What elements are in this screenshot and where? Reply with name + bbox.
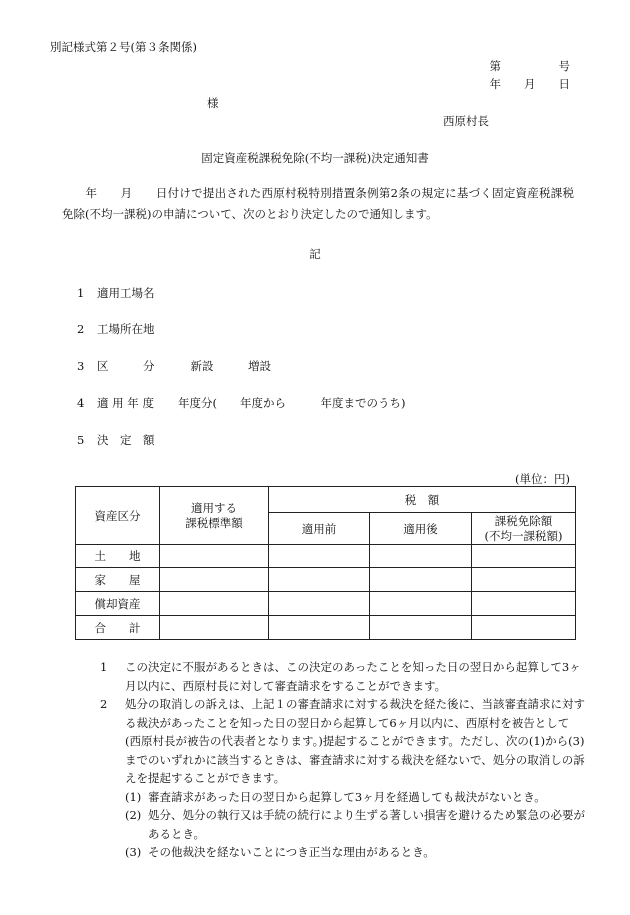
cell-empty [160, 616, 269, 640]
cell-empty [160, 568, 269, 592]
note-marker: 1 [100, 660, 108, 674]
header-asset-category: 資産区分 [76, 487, 160, 545]
cell-empty [269, 616, 370, 640]
cell-empty [370, 568, 472, 592]
notes-section [95, 658, 585, 862]
item-number: 4 [77, 396, 85, 410]
item-fiscal-year [77, 395, 405, 411]
cell-empty [269, 592, 370, 616]
header-after-application: 適用後 [370, 513, 472, 545]
subnote-marker: (1) [125, 789, 142, 804]
subnote-item [95, 843, 585, 862]
form-reference: 別記様式第２号(第３条関係) [50, 40, 197, 54]
header-exemption-amount [472, 513, 576, 545]
item-number: 5 [77, 433, 85, 447]
item-value: 年度分( 年度から 年度までのうち) [177, 396, 406, 410]
document-number-line: 第 号 [489, 59, 570, 73]
item-value: 新設 増設 [190, 359, 271, 373]
cell-empty [472, 545, 576, 568]
row-label-total: 合 計 [76, 616, 160, 640]
document-date-line: 年 月 日 [489, 77, 570, 91]
cell-empty [160, 545, 269, 568]
cell-empty [269, 568, 370, 592]
item-number: 3 [77, 359, 85, 373]
addressee-label: 様 [207, 96, 219, 110]
cell-empty [472, 616, 576, 640]
cell-empty [370, 545, 472, 568]
cell-empty [269, 545, 370, 568]
cell-empty [472, 592, 576, 616]
item-label: 適用工場名 [97, 286, 155, 300]
header-tax-standard-line1: 適用する [191, 500, 237, 515]
document-title: 固定資産税課税免除(不均一課税)決定通知書 [201, 151, 429, 165]
item-category [77, 358, 271, 374]
subnote-marker: (2) [125, 808, 142, 822]
header-tax-amount: 税 額 [269, 487, 576, 513]
item-label: 適 用 年 度 [97, 396, 154, 410]
header-exemption-line1: 課税免除額 [494, 513, 553, 528]
subnote-item [95, 806, 585, 843]
subnote-item [95, 788, 585, 807]
row-label-land: 土 地 [76, 545, 160, 568]
row-label-house: 家 屋 [76, 568, 160, 592]
item-factory-name [77, 285, 155, 301]
intro-paragraph: 年 月 日付けで提出された西原村税特別措置条例第2条の規定に基づく固定資産税課税免除(不均一課税)の申請について、次のとおり決定したので通知します。 [62, 186, 574, 221]
subnote-marker: (3) [125, 845, 142, 859]
note-item [95, 695, 585, 788]
item-label: 工場所在地 [97, 322, 155, 336]
issuer-name: 西原村長 [443, 114, 489, 128]
unit-label: (単位：円) [515, 472, 570, 486]
note-text: 処分の取消しの訴えは、上記１の審査請求に対する裁決を経た後に、当該審査請求に対する裁決があったことを知った日の翌日から起算して6ヶ月以内に、西原村を被告として(西原村長が被告の代表者となります。)提起することができます。ただし、次の(1)から(3)までのいずれかに該当するときは、審査請求に対する裁決を経ないで、処分の取消しの訴えを提起することができます。 [125, 697, 585, 785]
ki-heading: 記 [309, 247, 321, 261]
header-tax-standard-line2: 課税標準額 [185, 515, 243, 530]
header-before-application: 適用前 [269, 513, 370, 545]
note-item [95, 658, 585, 695]
item-number: 1 [77, 286, 85, 300]
header-tax-standard [160, 487, 269, 545]
item-label: 決 定 額 [97, 433, 155, 447]
subnote-text: 審査請求があった日の翌日から起算して3ヶ月を経過しても裁決がないとき。 [148, 789, 546, 804]
note-marker: 2 [100, 697, 108, 711]
item-factory-location [77, 321, 155, 337]
tax-table [75, 486, 576, 640]
cell-empty [370, 592, 472, 616]
item-decided-amount [77, 432, 155, 448]
item-number: 2 [77, 322, 85, 336]
cell-empty [472, 568, 576, 592]
subnote-text: 処分、処分の執行又は手続の続行により生ずる著しい損害を避けるため緊急の必要があるとき。 [148, 808, 585, 841]
note-text: この決定に不服があるときは、この決定のあったことを知った日の翌日から起算して3ヶ月以内に、西原村長に対して審査請求をすることができます。 [125, 660, 581, 693]
cell-empty [370, 616, 472, 640]
row-label-depreciable-assets: 償却資産 [76, 592, 160, 616]
item-label: 区 分 [97, 359, 155, 373]
cell-empty [160, 592, 269, 616]
subnote-text: その他裁決を経ないことにつき正当な理由があるとき。 [148, 845, 435, 859]
header-exemption-line2: (不均一課税額) [484, 528, 563, 543]
